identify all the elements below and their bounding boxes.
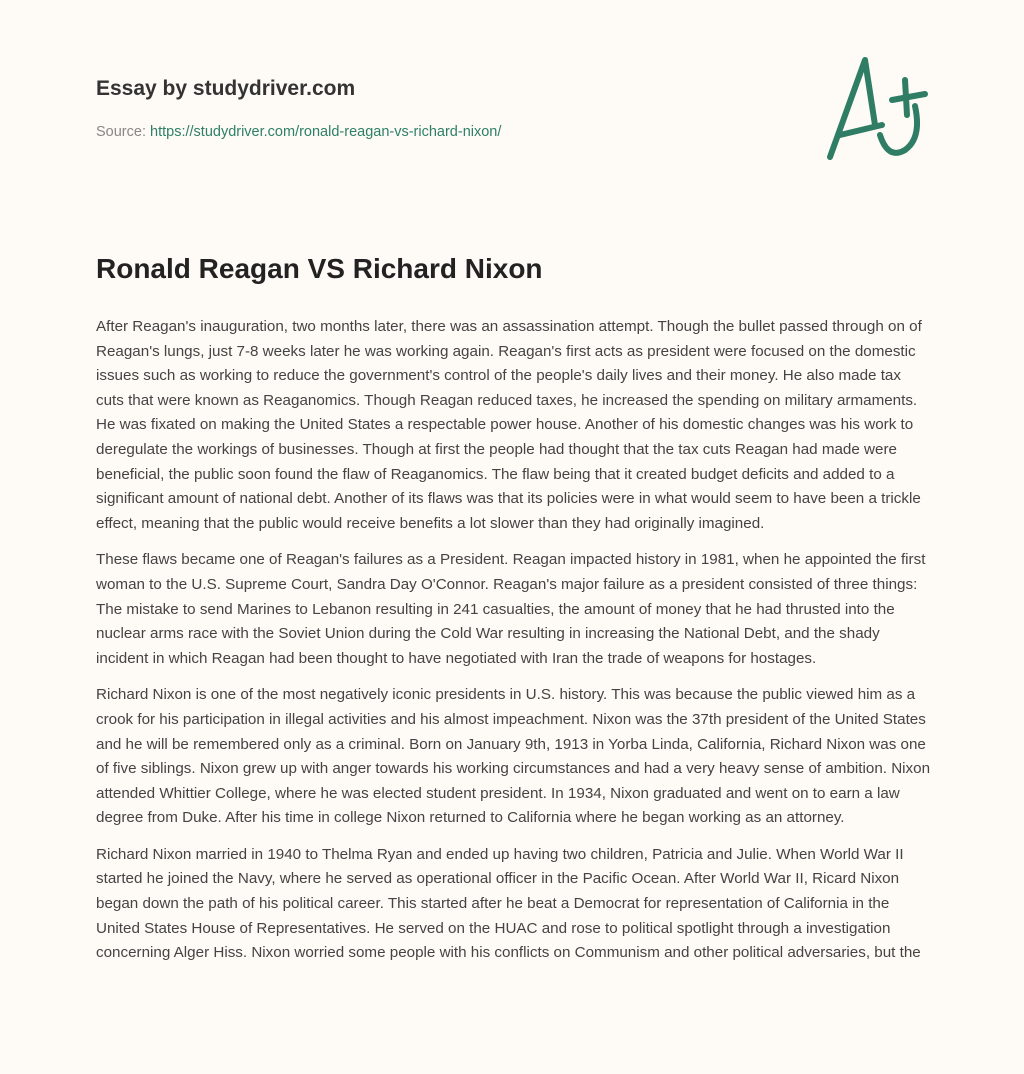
source-label: Source: — [96, 124, 146, 140]
essay-title: Ronald Reagan VS Richard Nixon — [96, 253, 543, 284]
essay-body — [96, 315, 932, 978]
paragraph: These flaws became one of Reagan's failures as a President. Reagan impacted history in 1981, when he appointed the first woman to the U.S. Supreme Court, Sandra Day O'Connor. Reagan's major failure as a president consisted of three things: The mistake to send Marines to Lebanon resulting in 241 casualties, the amount of money that he had thrusted into the nuclear arms race with the Soviet Union during the Cold War resulting in increasing the National Debt, and the shady incident in which Reagan had been thought to have negotiated with Iran the trade of weapons for hostages. — [96, 551, 926, 667]
paragraph: After Reagan's inauguration, two months later, there was an assassination attempt. Though the bullet passed through on of Reagan's lungs, just 7-8 weeks later he was working again. Reagan's first acts as president were focused on the domestic issues such as working to reduce the government's control of the people's daily lives and their money. He also made tax cuts that were known as Reaganomics. Though Reagan reduced taxes, he increased the spending on military armaments. He was fixated on making the United States a respectable power house. Another of his domestic changes was his work to deregulate the workings of businesses. Though at first the people had thought that the tax cuts Reagan had made were beneficial, the public soon found the flaw of Reaganomics. The flaw being that it created budget deficits and added to a significant amount of national debt. Another of its flaws was that its policies were in what would seem to have been a trickle effect, meaning that the public would receive benefits a lot slower than they had originally imagined. — [96, 318, 922, 532]
source-link[interactable]: https://studydriver.com/ronald-reagan-vs-richard-nixon/ — [150, 124, 502, 140]
source-line — [96, 124, 501, 140]
a-plus-logo-icon — [820, 40, 940, 170]
site-title: Essay by studydriver.com — [96, 77, 356, 100]
paragraph: Richard Nixon is one of the most negatively iconic presidents in U.S. history. This was because the public viewed him as a crook for his participation in illegal activities and his almost impeachment. Nixon was the 37th president of the United States and he will be remembered only as a criminal. Born on January 9th, 1913 in Yorba Linda, California, Richard Nixon was one of five siblings. Nixon grew up with anger towards his working circumstances and had a very heavy sense of ambition. Nixon attended Whittier College, where he was elected student president. In 1934, Nixon graduated and went on to earn a law degree from Duke. After his time in college Nixon returned to California where he began working as an attorney. — [96, 686, 931, 827]
paragraph: Richard Nixon married in 1940 to Thelma Ryan and ended up having two children, Patricia and Julie. When World War II started he joined the Navy, where he served as operational officer in the Pacific Ocean. After World War II, Ricard Nixon began down the path of his political career. This started after he beat a Democrat for representation of California in the United States House of Representatives. He served on the HUAC and rose to political spotlight through a investigation concerning Alger Hiss. Nixon worried some people with his conflicts on Communism and other political adversaries, but the — [96, 845, 921, 962]
